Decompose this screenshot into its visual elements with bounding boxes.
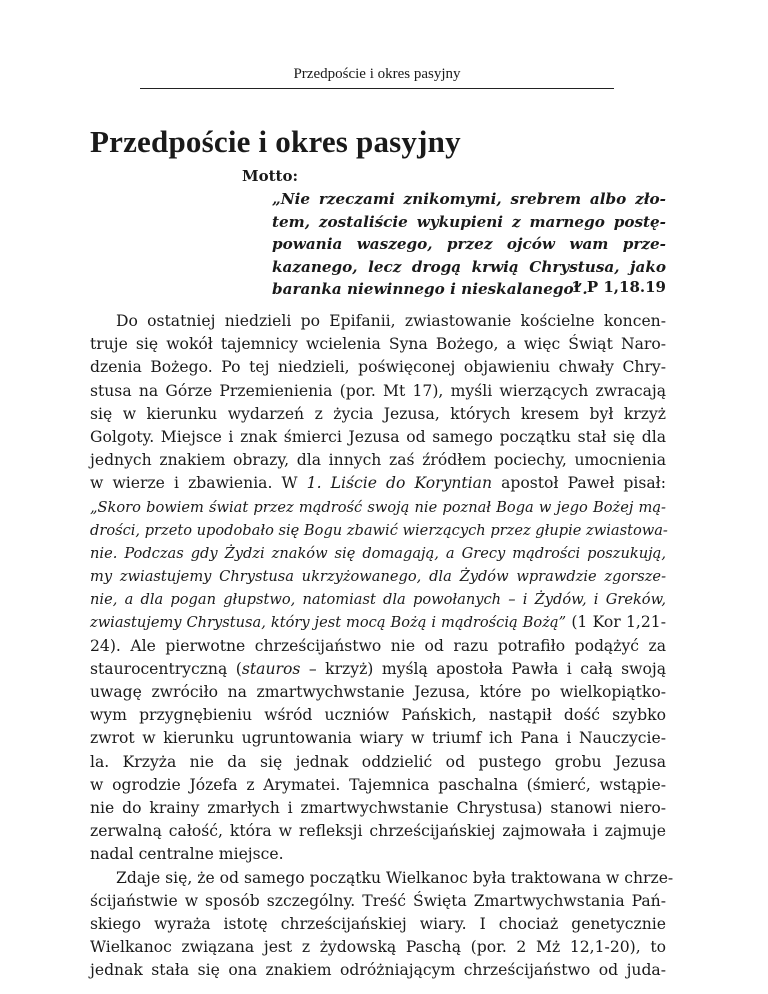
- greek-term: stauros: [241, 659, 301, 678]
- body-text: [90, 310, 674, 982]
- text-line: [90, 658, 666, 681]
- text-run: – krzyż) myślą apostoła Pawła i całą swoją: [300, 659, 666, 678]
- scripture-reference: (1 Kor 1,21-: [566, 613, 666, 632]
- text-line: w ogrodzie Józefa z Arymatei. Tajemnica paschalna (śmierć, wstąpie-: [90, 775, 666, 794]
- motto-line: powania waszego, przez ojców wam prze-: [272, 235, 666, 253]
- quote-line: my zwiastujemy Chrystusa ukrzyżowanego, dla Żydów wprawdzie zgorsze-: [90, 568, 666, 586]
- text-line: wym przygnębieniu wśród uczniów Pańskich, nastąpił dość szybko: [90, 706, 666, 725]
- book-title: 1. Liście do Koryntian: [306, 474, 493, 493]
- quote-line: nie, a dla pogan głupstwo, natomiast dla powołanych – i Żydów, i Greków,: [90, 591, 666, 609]
- text-line: [90, 472, 666, 495]
- text-line: 24). Ale pierwotne chrześcijaństwo nie od razu potrafiło podążyć za: [90, 636, 666, 655]
- text-line: jednych znakiem obrazy, dla innych zaś źródłem pociechy, umocnienia: [90, 451, 666, 470]
- quote-line: „Skoro bowiem świat przez mądrość swoją nie poznał Boga w jego Bożej mą-: [90, 498, 666, 516]
- text-line: uwagę zwróciło na zmartwychwstanie Jezusa, które po wielkopiątko-: [90, 683, 666, 701]
- text-line: jednak stała się ona znakiem odróżniającym chrześcijaństwo od juda-: [90, 961, 666, 980]
- text-line: stusa na Górze Przemienienia (por. Mt 17), myśli wierzących zwracają: [90, 381, 666, 400]
- motto-line: baranka niewinnego i nieskalanego”.: [272, 280, 588, 298]
- text-line: Golgoty. Miejsce i znak śmierci Jezusa od samego początku stał się dla: [90, 427, 666, 446]
- text-line: skiego wyraża istotę chrześcijańskiej wiary. I chociaż genetycznie: [90, 914, 666, 933]
- header-rule: [140, 88, 614, 89]
- text-line: dzenia Bożego. Po tej niedzieli, poświęconej objawieniu chwały Chry-: [90, 358, 666, 377]
- running-header: Przedpoście i okres pasyjny: [293, 66, 461, 82]
- motto-label: Motto:: [242, 167, 299, 185]
- text-line: nadal centralne miejsce.: [90, 845, 284, 864]
- text-line: się w kierunku wydarzeń z życia Jezusa, których kresem był krzyż: [90, 404, 666, 423]
- text-line: Wielkanoc związana jest z żydowską Paschą (por. 2 Mż 12,1-20), to: [90, 938, 666, 957]
- text-run: staurocentryczną (: [90, 659, 242, 678]
- motto-reference: 1 P 1,18.19: [571, 278, 666, 296]
- chapter-title: Przedpoście i okres pasyjny: [90, 124, 461, 159]
- text-line: truje się wokół tajemnicy wcielenia Syna Bożego, a więc Świąt Naro-: [90, 335, 666, 354]
- quote-line: drości, przeto upodobało się Bogu zbawić wierzących przez głupie zwiastowa-: [90, 521, 668, 539]
- text-line: Do ostatniej niedzieli po Epifanii, zwiastowanie kościelne koncen-: [116, 312, 666, 330]
- text-line: [90, 611, 666, 634]
- quote-run: zwiastujemy Chrystusa, który jest mocą Bożą i mądrością Bożą”: [90, 614, 567, 632]
- text-line: nie do krainy zmarłych i zmartwychwstanie Chrystusa) stanowi niero-: [90, 798, 666, 817]
- motto-line: kazanego, lecz drogą krwią Chrystusa, jako: [272, 257, 666, 276]
- text-line: ścijaństwie w sposób szczególny. Treść Święta Zmartwychwstania Pań-: [90, 891, 666, 910]
- text-run: w wierze i zbawienia. W: [90, 474, 307, 493]
- motto-line: „Nie rzeczami znikomymi, srebrem albo zło-: [272, 190, 666, 208]
- text-line: Zdaje się, że od samego początku Wielkanoc była traktowana w chrze-: [116, 868, 674, 887]
- quote-line: nie. Podczas gdy Żydzi znaków się domagają, a Grecy mądrości poszukują,: [90, 544, 666, 562]
- text-line: la. Krzyża nie da się jednak oddzielić od pustego grobu Jezusa: [90, 752, 666, 771]
- text-run: apostoł Paweł pisał:: [492, 474, 666, 493]
- motto-line: tem, zostaliście wykupieni z marnego postę-: [272, 212, 666, 231]
- text-line: zwrot w kierunku ugruntowania wiary w triumf ich Pana i Nauczycie-: [90, 729, 666, 748]
- text-line: zerwalną całość, która w refleksji chrześcijańskiej zajmowała i zajmuje: [90, 822, 666, 841]
